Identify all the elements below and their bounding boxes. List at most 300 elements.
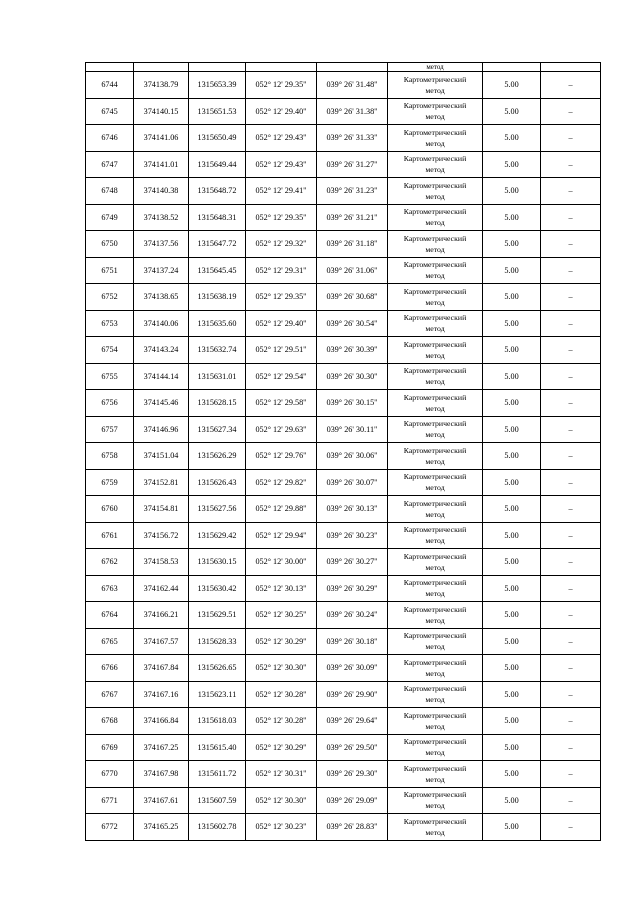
note-cell: –: [541, 787, 601, 814]
header-cell: [541, 63, 601, 72]
y-coordinate-cell: 1315626.43: [189, 469, 246, 496]
y-coordinate-cell: 1315630.15: [189, 549, 246, 576]
latitude-cell: 052° 12' 30.31": [246, 761, 317, 788]
point-number-cell: 6748: [86, 178, 134, 205]
x-coordinate-cell: 374167.98: [134, 761, 189, 788]
method-cell: [388, 231, 483, 258]
table-body: [86, 63, 601, 841]
header-cell: [246, 63, 317, 72]
longitude-cell: 039° 26' 30.07": [317, 469, 388, 496]
table-row: [86, 549, 601, 576]
latitude-cell: 052° 12' 29.88": [246, 496, 317, 523]
point-number-cell: 6752: [86, 284, 134, 311]
point-number-cell: 6757: [86, 416, 134, 443]
method-cell: [388, 284, 483, 311]
table-row: [86, 284, 601, 311]
latitude-cell: 052° 12' 30.30": [246, 655, 317, 682]
method-line-2: метод: [425, 165, 445, 175]
method-line-1: Картометрический: [403, 313, 467, 323]
table-row: [86, 469, 601, 496]
method-cell: [388, 310, 483, 337]
method-line-1: Картометрический: [403, 498, 467, 508]
x-coordinate-cell: 374156.72: [134, 522, 189, 549]
note-cell: –: [541, 708, 601, 735]
method-line-2: метод: [425, 456, 445, 466]
y-coordinate-cell: 1315647.72: [189, 231, 246, 258]
table-row: [86, 151, 601, 178]
method-line-1: Картометрический: [403, 260, 467, 270]
longitude-cell: 039° 26' 30.15": [317, 390, 388, 417]
method-line-2: метод: [425, 509, 445, 519]
accuracy-cell: 5.00: [483, 363, 541, 390]
method-line-2: метод: [425, 85, 445, 95]
x-coordinate-cell: 374167.57: [134, 628, 189, 655]
method-cell: [388, 708, 483, 735]
method-cell: [388, 204, 483, 231]
note-cell: –: [541, 151, 601, 178]
latitude-cell: 052° 12' 29.35": [246, 204, 317, 231]
x-coordinate-cell: 374138.65: [134, 284, 189, 311]
x-coordinate-cell: 374158.53: [134, 549, 189, 576]
accuracy-cell: 5.00: [483, 310, 541, 337]
y-coordinate-cell: 1315615.40: [189, 734, 246, 761]
method-line-2: метод: [425, 827, 445, 837]
method-line-1: Картометрический: [403, 631, 467, 641]
table-row: [86, 522, 601, 549]
x-coordinate-cell: 374141.01: [134, 151, 189, 178]
x-coordinate-cell: 374162.44: [134, 575, 189, 602]
note-cell: –: [541, 655, 601, 682]
note-cell: –: [541, 602, 601, 629]
method-cell: [388, 178, 483, 205]
longitude-cell: 039° 26' 30.13": [317, 496, 388, 523]
x-coordinate-cell: 374165.25: [134, 814, 189, 841]
accuracy-cell: 5.00: [483, 681, 541, 708]
note-cell: –: [541, 469, 601, 496]
method-line-2: метод: [425, 350, 445, 360]
note-cell: –: [541, 363, 601, 390]
method-cell: [388, 814, 483, 841]
table-row: [86, 204, 601, 231]
accuracy-cell: 5.00: [483, 496, 541, 523]
x-coordinate-cell: 374166.84: [134, 708, 189, 735]
coordinates-table: [85, 62, 601, 841]
y-coordinate-cell: 1315607.59: [189, 787, 246, 814]
method-line-1: Картометрический: [403, 180, 467, 190]
point-number-cell: 6764: [86, 602, 134, 629]
note-cell: –: [541, 204, 601, 231]
longitude-cell: 039° 26' 31.18": [317, 231, 388, 258]
longitude-cell: 039° 26' 31.33": [317, 125, 388, 152]
method-line-1: Картометрический: [403, 816, 467, 826]
x-coordinate-cell: 374140.15: [134, 98, 189, 125]
method-cell: [388, 628, 483, 655]
table-row: [86, 575, 601, 602]
table-header-row: [86, 63, 601, 72]
note-cell: –: [541, 416, 601, 443]
point-number-cell: 6747: [86, 151, 134, 178]
method-line-1: Картометрический: [403, 154, 467, 164]
longitude-cell: 039° 26' 30.06": [317, 443, 388, 470]
accuracy-cell: 5.00: [483, 416, 541, 443]
table-row: [86, 787, 601, 814]
point-number-cell: 6765: [86, 628, 134, 655]
method-line-2: метод: [425, 297, 445, 307]
y-coordinate-cell: 1315628.15: [189, 390, 246, 417]
note-cell: –: [541, 231, 601, 258]
header-cell: [317, 63, 388, 72]
table-row: [86, 814, 601, 841]
method-line-2: метод: [425, 244, 445, 254]
y-coordinate-cell: 1315627.56: [189, 496, 246, 523]
longitude-cell: 039° 26' 29.50": [317, 734, 388, 761]
longitude-cell: 039° 26' 30.09": [317, 655, 388, 682]
point-number-cell: 6744: [86, 72, 134, 99]
method-line-1: Картометрический: [403, 763, 467, 773]
method-line-1: Картометрический: [403, 233, 467, 243]
method-line-2: метод: [425, 562, 445, 572]
latitude-cell: 052° 12' 29.35": [246, 72, 317, 99]
method-line-1: Картометрический: [403, 392, 467, 402]
y-coordinate-cell: 1315653.39: [189, 72, 246, 99]
method-cell: [388, 655, 483, 682]
longitude-cell: 039° 26' 30.29": [317, 575, 388, 602]
y-coordinate-cell: 1315648.31: [189, 204, 246, 231]
longitude-cell: 039° 26' 30.18": [317, 628, 388, 655]
y-coordinate-cell: 1315631.01: [189, 363, 246, 390]
x-coordinate-cell: 374140.38: [134, 178, 189, 205]
method-cell: [388, 681, 483, 708]
longitude-cell: 039° 26' 29.90": [317, 681, 388, 708]
y-coordinate-cell: 1315648.72: [189, 178, 246, 205]
point-number-cell: 6754: [86, 337, 134, 364]
latitude-cell: 052° 12' 29.40": [246, 310, 317, 337]
method-line-2: метод: [425, 695, 445, 705]
method-line-2: метод: [425, 536, 445, 546]
coordinates-table-page: [85, 62, 600, 841]
point-number-cell: 6760: [86, 496, 134, 523]
note-cell: –: [541, 628, 601, 655]
point-number-cell: 6749: [86, 204, 134, 231]
y-coordinate-cell: 1315629.51: [189, 602, 246, 629]
y-coordinate-cell: 1315651.53: [189, 98, 246, 125]
note-cell: –: [541, 390, 601, 417]
accuracy-cell: 5.00: [483, 204, 541, 231]
latitude-cell: 052° 12' 29.40": [246, 98, 317, 125]
accuracy-cell: 5.00: [483, 814, 541, 841]
method-cell: [388, 416, 483, 443]
table-row: [86, 708, 601, 735]
x-coordinate-cell: 374144.14: [134, 363, 189, 390]
table-row: [86, 734, 601, 761]
accuracy-cell: 5.00: [483, 98, 541, 125]
x-coordinate-cell: 374167.84: [134, 655, 189, 682]
y-coordinate-cell: 1315618.03: [189, 708, 246, 735]
point-number-cell: 6766: [86, 655, 134, 682]
y-coordinate-cell: 1315626.29: [189, 443, 246, 470]
point-number-cell: 6770: [86, 761, 134, 788]
latitude-cell: 052° 12' 30.23": [246, 814, 317, 841]
accuracy-cell: 5.00: [483, 257, 541, 284]
point-number-cell: 6755: [86, 363, 134, 390]
y-coordinate-cell: 1315630.42: [189, 575, 246, 602]
header-cell: [134, 63, 189, 72]
point-number-cell: 6758: [86, 443, 134, 470]
table-row: [86, 390, 601, 417]
point-number-cell: 6751: [86, 257, 134, 284]
longitude-cell: 039° 26' 30.11": [317, 416, 388, 443]
method-line-1: Картометрический: [403, 419, 467, 429]
table-row: [86, 310, 601, 337]
x-coordinate-cell: 374146.96: [134, 416, 189, 443]
note-cell: –: [541, 125, 601, 152]
method-line-1: Картометрический: [403, 684, 467, 694]
note-cell: –: [541, 443, 601, 470]
header-method-cell: метод: [388, 63, 483, 72]
accuracy-cell: 5.00: [483, 708, 541, 735]
latitude-cell: 052° 12' 29.41": [246, 178, 317, 205]
latitude-cell: 052° 12' 29.43": [246, 125, 317, 152]
latitude-cell: 052° 12' 30.30": [246, 787, 317, 814]
x-coordinate-cell: 374166.21: [134, 602, 189, 629]
longitude-cell: 039° 26' 30.54": [317, 310, 388, 337]
method-line-2: метод: [425, 191, 445, 201]
longitude-cell: 039° 26' 28.83": [317, 814, 388, 841]
method-cell: [388, 151, 483, 178]
method-line-1: Картометрический: [403, 737, 467, 747]
table-row: [86, 363, 601, 390]
longitude-cell: 039° 26' 30.23": [317, 522, 388, 549]
method-cell: [388, 125, 483, 152]
accuracy-cell: 5.00: [483, 151, 541, 178]
method-line-2: метод: [425, 138, 445, 148]
longitude-cell: 039° 26' 30.68": [317, 284, 388, 311]
accuracy-cell: 5.00: [483, 522, 541, 549]
point-number-cell: 6771: [86, 787, 134, 814]
method-line-2: метод: [425, 403, 445, 413]
method-line-2: метод: [425, 483, 445, 493]
longitude-cell: 039° 26' 29.64": [317, 708, 388, 735]
y-coordinate-cell: 1315602.78: [189, 814, 246, 841]
method-cell: [388, 469, 483, 496]
method-cell: [388, 390, 483, 417]
method-cell: [388, 337, 483, 364]
accuracy-cell: 5.00: [483, 284, 541, 311]
y-coordinate-cell: 1315623.11: [189, 681, 246, 708]
accuracy-cell: 5.00: [483, 575, 541, 602]
point-number-cell: 6756: [86, 390, 134, 417]
method-line-1: Картометрический: [403, 127, 467, 137]
method-cell: [388, 363, 483, 390]
method-line-1: Картометрический: [403, 578, 467, 588]
table-row: [86, 496, 601, 523]
table-row: [86, 125, 601, 152]
note-cell: –: [541, 257, 601, 284]
method-line-1: Картометрический: [403, 525, 467, 535]
table-row: [86, 337, 601, 364]
method-cell: [388, 575, 483, 602]
table-row: [86, 443, 601, 470]
point-number-cell: 6768: [86, 708, 134, 735]
method-cell: [388, 522, 483, 549]
point-number-cell: 6763: [86, 575, 134, 602]
note-cell: –: [541, 681, 601, 708]
latitude-cell: 052° 12' 29.51": [246, 337, 317, 364]
method-cell: [388, 734, 483, 761]
method-line-1: Картометрический: [403, 472, 467, 482]
x-coordinate-cell: 374140.06: [134, 310, 189, 337]
note-cell: –: [541, 575, 601, 602]
latitude-cell: 052° 12' 29.94": [246, 522, 317, 549]
longitude-cell: 039° 26' 30.24": [317, 602, 388, 629]
y-coordinate-cell: 1315649.44: [189, 151, 246, 178]
method-cell: [388, 496, 483, 523]
longitude-cell: 039° 26' 31.38": [317, 98, 388, 125]
x-coordinate-cell: 374151.04: [134, 443, 189, 470]
method-line-2: метод: [425, 615, 445, 625]
table-row: [86, 655, 601, 682]
method-line-2: метод: [425, 721, 445, 731]
accuracy-cell: 5.00: [483, 761, 541, 788]
method-line-2: метод: [425, 668, 445, 678]
longitude-cell: 039° 26' 29.09": [317, 787, 388, 814]
longitude-cell: 039° 26' 31.27": [317, 151, 388, 178]
longitude-cell: 039° 26' 30.30": [317, 363, 388, 390]
longitude-cell: 039° 26' 31.21": [317, 204, 388, 231]
longitude-cell: 039° 26' 31.48": [317, 72, 388, 99]
header-cell: [86, 63, 134, 72]
accuracy-cell: 5.00: [483, 178, 541, 205]
method-line-2: метод: [425, 430, 445, 440]
point-number-cell: 6759: [86, 469, 134, 496]
method-line-1: Картометрический: [403, 207, 467, 217]
method-line-1: Картометрический: [403, 101, 467, 111]
table-row: [86, 98, 601, 125]
accuracy-cell: 5.00: [483, 231, 541, 258]
header-cell: [189, 63, 246, 72]
x-coordinate-cell: 374167.16: [134, 681, 189, 708]
point-number-cell: 6753: [86, 310, 134, 337]
longitude-cell: 039° 26' 30.39": [317, 337, 388, 364]
accuracy-cell: 5.00: [483, 602, 541, 629]
note-cell: –: [541, 814, 601, 841]
method-line-1: Картометрический: [403, 551, 467, 561]
point-number-cell: 6772: [86, 814, 134, 841]
accuracy-cell: 5.00: [483, 628, 541, 655]
latitude-cell: 052° 12' 30.00": [246, 549, 317, 576]
method-line-1: Картометрический: [403, 339, 467, 349]
y-coordinate-cell: 1315638.19: [189, 284, 246, 311]
method-line-2: метод: [425, 642, 445, 652]
method-line-1: Картометрический: [403, 366, 467, 376]
method-line-2: метод: [425, 748, 445, 758]
point-number-cell: 6746: [86, 125, 134, 152]
method-line-1: Картометрический: [403, 790, 467, 800]
longitude-cell: 039° 26' 30.27": [317, 549, 388, 576]
latitude-cell: 052° 12' 30.13": [246, 575, 317, 602]
y-coordinate-cell: 1315650.49: [189, 125, 246, 152]
note-cell: –: [541, 549, 601, 576]
method-cell: [388, 761, 483, 788]
y-coordinate-cell: 1315632.74: [189, 337, 246, 364]
method-cell: [388, 549, 483, 576]
accuracy-cell: 5.00: [483, 734, 541, 761]
x-coordinate-cell: 374154.81: [134, 496, 189, 523]
method-line-1: Картометрический: [403, 286, 467, 296]
point-number-cell: 6750: [86, 231, 134, 258]
latitude-cell: 052° 12' 29.43": [246, 151, 317, 178]
point-number-cell: 6767: [86, 681, 134, 708]
x-coordinate-cell: 374138.52: [134, 204, 189, 231]
method-line-2: метод: [425, 377, 445, 387]
x-coordinate-cell: 374141.06: [134, 125, 189, 152]
x-coordinate-cell: 374137.24: [134, 257, 189, 284]
table-row: [86, 416, 601, 443]
latitude-cell: 052° 12' 29.58": [246, 390, 317, 417]
method-line-2: метод: [425, 112, 445, 122]
longitude-cell: 039° 26' 31.06": [317, 257, 388, 284]
method-line-2: метод: [425, 271, 445, 281]
method-line-2: метод: [425, 774, 445, 784]
header-cell: [483, 63, 541, 72]
table-row: [86, 72, 601, 99]
accuracy-cell: 5.00: [483, 469, 541, 496]
point-number-cell: 6745: [86, 98, 134, 125]
y-coordinate-cell: 1315627.34: [189, 416, 246, 443]
x-coordinate-cell: 374152.81: [134, 469, 189, 496]
note-cell: –: [541, 310, 601, 337]
latitude-cell: 052° 12' 30.29": [246, 734, 317, 761]
method-cell: [388, 72, 483, 99]
latitude-cell: 052° 12' 29.82": [246, 469, 317, 496]
accuracy-cell: 5.00: [483, 655, 541, 682]
table-row: [86, 602, 601, 629]
note-cell: –: [541, 284, 601, 311]
point-number-cell: 6769: [86, 734, 134, 761]
latitude-cell: 052° 12' 29.31": [246, 257, 317, 284]
table-row: [86, 178, 601, 205]
method-line-1: Картометрический: [403, 710, 467, 720]
method-cell: [388, 602, 483, 629]
method-line-1: Картометрический: [403, 74, 467, 84]
method-line-1: Картометрический: [403, 604, 467, 614]
accuracy-cell: 5.00: [483, 443, 541, 470]
latitude-cell: 052° 12' 30.28": [246, 681, 317, 708]
longitude-cell: 039° 26' 29.30": [317, 761, 388, 788]
note-cell: –: [541, 734, 601, 761]
y-coordinate-cell: 1315628.33: [189, 628, 246, 655]
method-line-1: Картометрический: [403, 445, 467, 455]
table-row: [86, 257, 601, 284]
latitude-cell: 052° 12' 29.63": [246, 416, 317, 443]
latitude-cell: 052° 12' 30.25": [246, 602, 317, 629]
note-cell: –: [541, 178, 601, 205]
note-cell: –: [541, 337, 601, 364]
table-row: [86, 628, 601, 655]
method-cell: [388, 257, 483, 284]
method-cell: [388, 787, 483, 814]
point-number-cell: 6761: [86, 522, 134, 549]
y-coordinate-cell: 1315626.65: [189, 655, 246, 682]
method-line-2: метод: [425, 589, 445, 599]
note-cell: –: [541, 72, 601, 99]
latitude-cell: 052° 12' 29.76": [246, 443, 317, 470]
latitude-cell: 052° 12' 30.28": [246, 708, 317, 735]
latitude-cell: 052° 12' 29.35": [246, 284, 317, 311]
latitude-cell: 052° 12' 29.54": [246, 363, 317, 390]
method-line-1: Картометрический: [403, 657, 467, 667]
accuracy-cell: 5.00: [483, 549, 541, 576]
